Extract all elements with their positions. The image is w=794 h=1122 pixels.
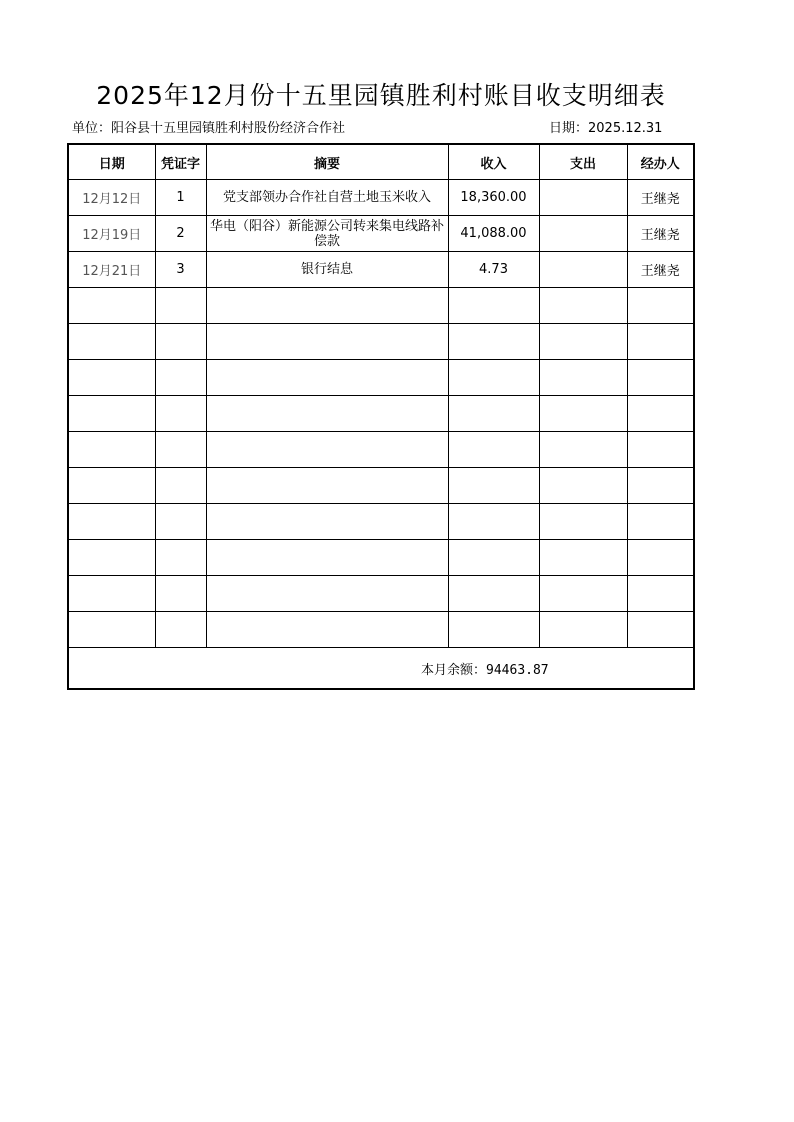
cell-handler: 王继尧 (627, 216, 694, 252)
empty-row (68, 468, 694, 504)
empty-row (68, 432, 694, 468)
balance-value: 94463.87 (486, 662, 549, 678)
cell-handler: 王继尧 (627, 252, 694, 288)
empty-row (68, 576, 694, 612)
balance-cell (68, 648, 694, 690)
empty-row (68, 612, 694, 648)
cell-voucher: 1 (155, 180, 206, 216)
table-row (68, 216, 694, 252)
cell-summary: 银行结息 (206, 252, 448, 288)
cell-summary: 华电（阳谷）新能源公司转来集电线路补偿款 (206, 216, 448, 252)
empty-row (68, 540, 694, 576)
table-row (68, 180, 694, 216)
header-date: 日期 (68, 144, 155, 180)
cell-voucher: 2 (155, 216, 206, 252)
cell-expense (539, 180, 627, 216)
cell-date: 12月21日 (68, 252, 155, 288)
cell-summary: 党支部领办合作社自营土地玉米收入 (206, 180, 448, 216)
cell-income: 18,360.00 (448, 180, 539, 216)
ledger-table (67, 143, 695, 690)
empty-row (68, 360, 694, 396)
header-expense: 支出 (539, 144, 627, 180)
empty-row (68, 324, 694, 360)
cell-income: 41,088.00 (448, 216, 539, 252)
empty-row (68, 288, 694, 324)
unit-label: 单位：阳谷县十五里园镇胜利村股份经济合作社 (72, 121, 346, 136)
balance-label: 本月余额： (421, 662, 487, 678)
cell-expense (539, 216, 627, 252)
header-row (68, 144, 694, 180)
date-label: 日期：2025.12.31 (549, 121, 663, 136)
header-income: 收入 (448, 144, 539, 180)
empty-row (68, 504, 694, 540)
cell-date: 12月12日 (68, 180, 155, 216)
table-row (68, 252, 694, 288)
cell-expense (539, 252, 627, 288)
header-summary: 摘要 (206, 144, 448, 180)
header-handler: 经办人 (627, 144, 694, 180)
cell-voucher: 3 (155, 252, 206, 288)
header-voucher: 凭证字 (155, 144, 206, 180)
cell-income: 4.73 (448, 252, 539, 288)
page-title: 2025年12月份十五里园镇胜利村账目收支明细表 (96, 81, 666, 110)
cell-handler: 王继尧 (627, 180, 694, 216)
cell-date: 12月19日 (68, 216, 155, 252)
empty-row (68, 396, 694, 432)
footer-row (68, 648, 694, 690)
